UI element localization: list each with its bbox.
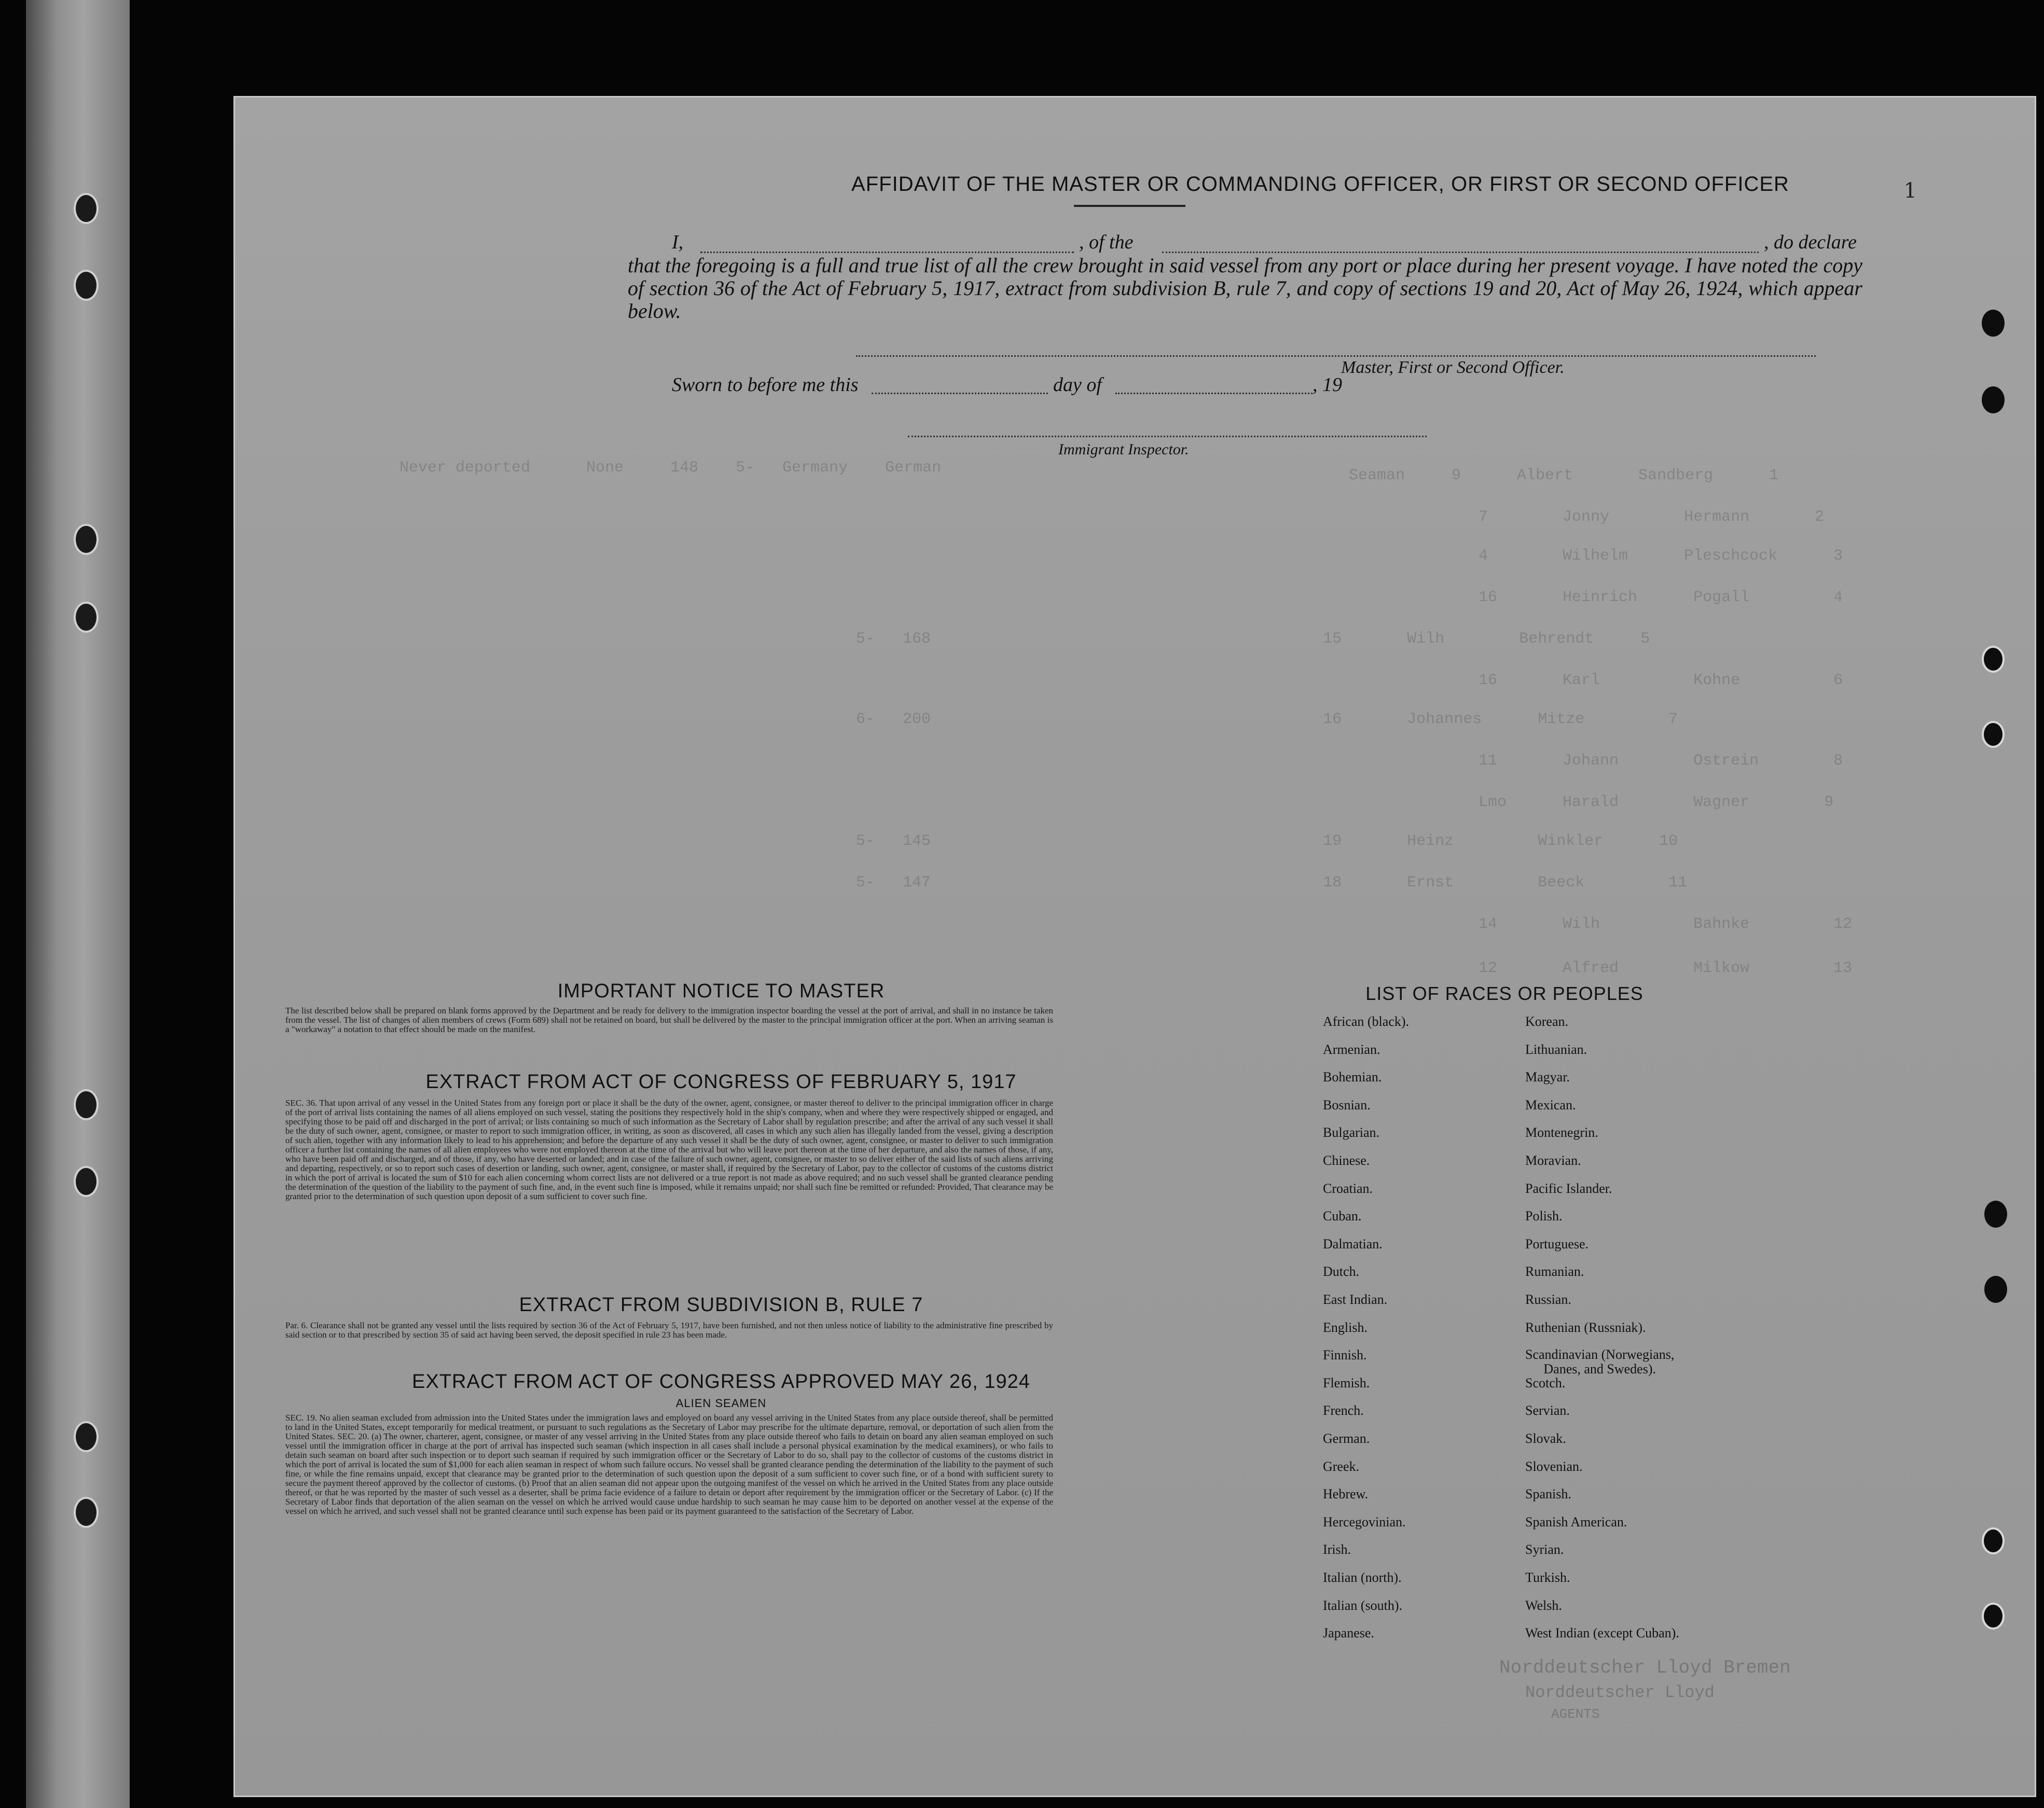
race-item: Ruthenian (Russniak). [1525,1319,1646,1335]
punch-hole [1982,386,2005,413]
sworn-day-blank[interactable] [872,393,1048,394]
race-item: Hercegovinian. [1323,1514,1406,1529]
affidavit-of-the: , of the [1079,231,1134,253]
reverse-show-through: 7 Jonny Hermann 2 [1479,508,1825,526]
race-item: Irish. [1323,1542,1351,1557]
race-item: Moravian. [1525,1153,1581,1168]
binding-hole [74,1166,99,1197]
race-item: Lithuanian. [1525,1041,1587,1057]
act1917-heading: EXTRACT FROM ACT OF CONGRESS OF FEBRUARY 5, 1917 [425,1071,1017,1093]
reverse-show-through: 5- 147 18 Ernst Beeck 11 [856,874,1688,892]
reverse-show-through: 16 Karl Kohne 6 [1479,672,1843,689]
binding-strip [26,0,130,1808]
sworn-text: Sworn to before me this [672,374,859,396]
race-item: Bohemian. [1323,1069,1382,1085]
race-item: Dalmatian. [1323,1236,1383,1251]
race-item: African (black). [1323,1014,1410,1029]
race-item: Portuguese. [1525,1236,1589,1251]
binding-hole [74,524,99,555]
race-item: Croatian. [1323,1180,1373,1196]
reverse-show-through: Seaman 9 Albert Sandberg 1 [1349,467,1779,484]
race-item: German. [1323,1431,1370,1446]
race-item: Polish. [1525,1208,1563,1224]
reverse-show-through: 16 Heinrich Pogall 4 [1479,589,1843,606]
race-item: Spanish American. [1525,1514,1627,1529]
binding-hole [74,193,99,224]
race-item: Slovenian. [1525,1458,1583,1474]
race-item: Greek. [1323,1458,1360,1474]
reverse-show-through: 12 Alfred Milkow 13 [1479,959,1853,977]
race-item: Russian. [1525,1292,1571,1307]
reverse-show-through: 5- 168 15 Wilh Behrendt 5 [856,630,1650,648]
race-item: Servian. [1525,1403,1570,1418]
act1924-heading: EXTRACT FROM ACT OF CONGRESS APPROVED MAY 26, 1924 [412,1371,1030,1393]
binding-hole [74,1421,99,1452]
race-item: Montenegrin. [1525,1125,1598,1141]
binding-hole [74,270,99,301]
binding-hole [74,602,99,633]
races-heading: LIST OF RACES OR PEOPLES [1365,983,1644,1004]
race-item: Scotch. [1525,1375,1566,1390]
affidavit-declare: , do declare [1764,231,1857,253]
affidavit-i: I, [672,231,684,253]
company-stamp: Norddeutscher Lloyd [1525,1683,1715,1702]
year-prefix: , 19 [1313,374,1342,396]
day-of-text: day of [1053,374,1102,396]
company-stamp: Norddeutscher Lloyd Bremen [1499,1657,1791,1678]
punch-hole [1982,1527,2005,1554]
race-item: French. [1323,1403,1364,1418]
punch-hole [1984,1201,2007,1228]
binding-hole [74,1497,99,1528]
race-item: Chinese. [1323,1153,1370,1168]
reverse-show-through: 4 Wilhelm Pleschcock 3 [1479,547,1843,565]
race-item: Pacific Islander. [1525,1180,1612,1196]
race-item: Japanese. [1323,1625,1374,1641]
affidavit-text: that the foregoing is a full and true list of all the crew brought in said vessel from any port or place during her present voyage. I have noted the copy of section 36 of the Act of February 5, 1917, extract from subdivision B, rule 7, and copy of sections 19 and 20, Act of May 26, 1924, which appear below. [628,254,1862,323]
notice-heading: IMPORTANT NOTICE TO MASTER [557,980,885,1002]
reverse-show-through: Never deported None 148 5- Germany German [399,459,942,477]
race-item: Flemish. [1323,1375,1370,1390]
act1917-text: SEC. 36. That upon arrival of any vessel in the United States from any foreign port or place it shall be the duty of the owner, agent, consignee, or master thereof to deliver to the principal immigration officer in charge of the port of arrival lists containing the names of all aliens employed on such vessel, stating the positions they respectively hold in the ship's company, when and where they were respectively shipped or engaged, and specifying those to be paid off and discharged in the port of arrival; or lists containing so much of such information as the Secretary of Labor shall by regulation prescribe; and after the arrival of any such vessel it shall be the duty of such owner, agent, consignee, or master to report to such immigration officer, in writing, as soon as discovered, all cases in which any such alien has illegally landed from the vessel, giving a description of such alien, together with any information likely to lead to his apprehension; and before the departure of any such vessel it shall be the duty of such owner, agent, consignee, or master to deliver to such immigration officer a further list containing the names of all alien employees who were not employed thereon at the time of the arrival but who will leave port thereon at the time of her departure, and also the names of those, if any, who have been paid off and discharged, and of those, if any, who have deserted or landed; and in case of the failure of such owner, agent, consignee, or master to so deliver either of the said lists of such aliens arriving and departing, respectively, or so to report such cases of desertion or landing, such owner, agent, consignee, or master shall, if required by the Secretary of Labor, pay to the collector of customs of the customs district in which the port of arrival is located the sum of $10 for each alien concerning whom correct lists are not delivered or a true report is not made as above required; and no such vessel shall be granted clearance pending the determination of the question of the liability to the payment of such fine, and, in the event such fine is imposed, while it remains unpaid; nor shall such fine be remitted or refunded: Provided, That clearance may be granted prior to the determination of such question upon deposit of a sum sufficient to cover such fine. [285,1098,1053,1201]
act1924-text: SEC. 19. No alien seaman excluded from admission into the United States under the immigration laws and employed on board any vessel arriving in the United States from any place outside thereof, shall be permitted to land in the United States, except temporarily for medical treatment, or pursuant to such regulations as the Secretary of Labor may prescribe for the ultimate departure, removal, or deportation of such alien from the United States. SEC. 20. (a) The owner, charterer, agent, consignee, or master of any vessel arriving in the United States from any place outside thereof who fails to detain on board any alien seaman employed on such vessel until the immigration officer in charge at the port of arrival has inspected such seaman (which inspection in all cases shall include a personal physical examination by the medical examiners), or who fails to detain such seaman on board after such inspection or to deport such seaman if required by such immigration officer or the Secretary of Labor to do so, shall pay to the collector of customs of the customs district in which the port of arrival is located the sum of $1,000 for each alien seaman in respect of whom such failure occurs. No vessel shall be granted clearance pending the determination of the liability to the payment of such fine, or while the fine remains unpaid, except that clearance may be granted prior to the determination of such question upon the deposit of a sum sufficient to cover such fine, or of a bond with sufficient surety to secure the payment thereof approved by the collector of customs. (b) Proof that an alien seaman did not appear upon the outgoing manifest of the vessel on which he arrived in the United States from any place outside thereof, or that he was reported by the master of such vessel as a deserter, shall be prima facie evidence of a failure to detain or deport after requirement by the immigration officer or the Secretary of Labor. (c) If the Secretary of Labor finds that deportation of the alien seaman on the vessel on which he arrived would cause undue hardship to such seaman he may cause him to be deported on another vessel at the expense of the vessel on which he arrived, and such vessel shall not be granted clearance until such expense has been paid or its payment guaranteed to the satisfaction of the Secretary of Labor. [285,1413,1053,1516]
race-item: East Indian. [1323,1292,1388,1307]
race-item: Cuban. [1323,1208,1362,1224]
race-item: Rumanian. [1525,1264,1584,1279]
reverse-show-through: 14 Wilh Bahnke 12 [1479,915,1853,933]
binding-hole [74,1089,99,1120]
race-item: Mexican. [1525,1097,1576,1112]
race-item: Welsh. [1525,1597,1562,1613]
race-item: English. [1323,1319,1368,1335]
sheet-number: 1 [1903,179,1917,203]
reverse-show-through: 6- 200 16 Johannes Mitze 7 [856,711,1678,728]
race-item: Bulgarian. [1323,1125,1380,1141]
race-item: Italian (south). [1323,1597,1403,1613]
punch-hole [1982,1603,2005,1630]
race-item: Turkish. [1525,1570,1570,1585]
punch-hole [1984,1276,2007,1303]
name-blank[interactable] [700,252,1074,253]
race-item: Scandinavian (Norwegians, Danes, and Swedes). [1525,1347,1675,1377]
manifest-sheet [233,96,2036,1797]
race-item: Syrian. [1525,1542,1564,1557]
signature-blank[interactable] [856,355,1816,357]
race-item: Slovak. [1525,1431,1566,1446]
vessel-blank[interactable] [1162,252,1759,253]
company-stamp: AGENTS [1551,1706,1600,1722]
race-item: Spanish. [1525,1486,1571,1502]
month-blank[interactable] [1115,393,1313,394]
race-item: Hebrew. [1323,1486,1369,1502]
notice-text: The list described below shall be prepared on blank forms approved by the Department and be ready for delivery to the immigration inspector boarding the vessel at the port of arrival, and shall in no instance be taken from the vessel. The list of changes of alien members of crews (Form 689) shall not be retained on board, but shall be delivered by the master to the principal immigration officer at the port. When an arriving seaman is a "workaway" a notation to that effect should be made on the manifest. [285,1006,1053,1034]
inspector-label: Immigrant Inspector. [1058,441,1189,458]
punch-hole [1982,310,2005,337]
reverse-show-through: 11 Johann Ostrein 8 [1479,752,1843,770]
punch-hole [1982,721,2005,748]
rule7-text: Par. 6. Clearance shall not be granted any vessel until the lists required by section 36 of the Act of February 5, 1917, have been furnished, and not then unless notice of liability to the administrative fine prescribed by said section or to that prescribed by section 35 of said act having been served, the deposit specified in rule 23 has been made. [285,1320,1053,1340]
reverse-show-through: 5- 145 19 Heinz Winkler 10 [856,832,1678,850]
race-item: West Indian (except Cuban). [1525,1625,1679,1641]
affidavit-title: AFFIDAVIT OF THE MASTER OR COMMANDING OFFICER, OR FIRST OR SECOND OFFICER [851,173,1789,196]
reverse-show-through: Lmo Harald Wagner 9 [1479,794,1834,811]
race-item: Armenian. [1323,1041,1380,1057]
race-item: Finnish. [1323,1347,1367,1363]
master-label: Master, First or Second Officer. [1341,358,1565,377]
race-item: Korean. [1525,1014,1569,1029]
race-item: Bosnian. [1323,1097,1371,1112]
act1924-subheading: ALIEN SEAMEN [675,1397,767,1410]
race-item: Italian (north). [1323,1570,1402,1585]
rule7-heading: EXTRACT FROM SUBDIVISION B, RULE 7 [519,1294,923,1316]
race-item: Magyar. [1525,1069,1570,1085]
inspector-blank[interactable] [908,436,1427,437]
race-item: Dutch. [1323,1264,1360,1279]
punch-hole [1982,646,2005,673]
title-underline [1074,205,1185,207]
